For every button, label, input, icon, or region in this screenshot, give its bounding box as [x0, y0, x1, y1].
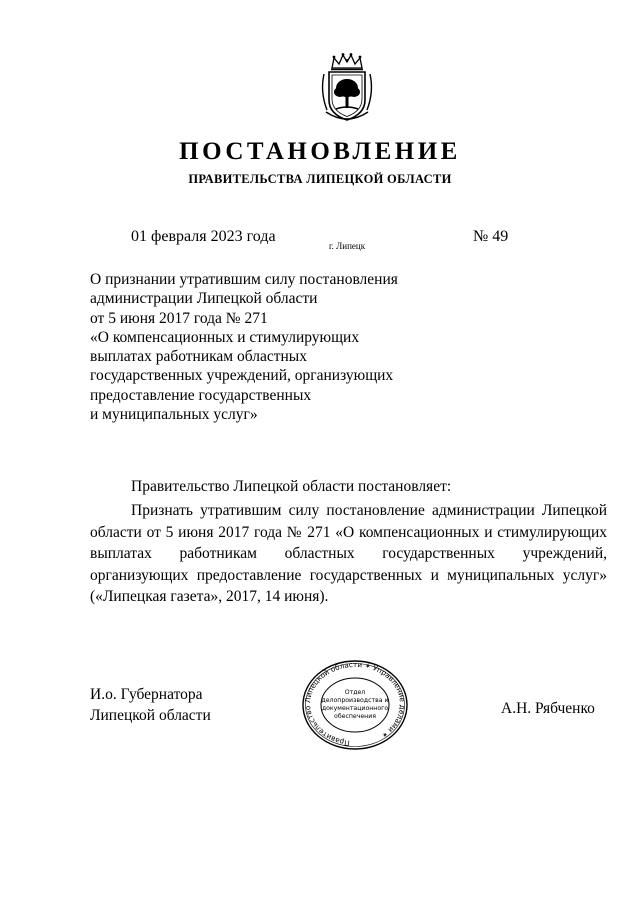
svg-text:обеспечения: обеспечения: [334, 713, 376, 720]
signatory-title-line: И.о. Губернатора: [90, 686, 203, 703]
heading-line: администрации Липецкой области: [90, 290, 318, 308]
document-heading: [90, 270, 420, 424]
official-stamp: [300, 658, 410, 753]
coat-of-arms-emblem: [318, 52, 376, 124]
heading-line: «О компенсационных и стимулирующих: [90, 328, 360, 346]
document-title: ПОСТАНОВЛЕНИЕ: [179, 138, 461, 165]
heading-line: от 5 июня 2017 года № 271: [90, 309, 268, 327]
heading-line: предоставление государственных: [90, 386, 312, 404]
svg-text:Правительство Липецкой области: Правительство Липецкой области ✶ Управление делами ✶: [302, 659, 408, 748]
document-city: г. Липецк: [329, 241, 366, 251]
heading-line: государственных учреждений, организующих: [90, 367, 394, 385]
svg-text:делопроизводства и: делопроизводства и: [321, 697, 389, 704]
heading-line: О признании утратившим силу постановления: [90, 271, 398, 288]
resolves-statement: Правительство Липецкой области постановляет:: [131, 478, 452, 495]
body-paragraph: Признать утратившим силу постановление администрации Липецкой области от 5 июня 2017 года № 271 «О компенсационных и стимулирующих выплатах работникам областных государственных учреждений, организующих предоставление государственных и муниципальных услуг» («Липецкая газета», 2017, 14 июня).: [90, 502, 607, 606]
document-subtitle: ПРАВИТЕЛЬСТВА ЛИПЕЦКОЙ ОБЛАСТИ: [188, 172, 452, 186]
heading-line: выплатах работникам областных: [90, 348, 307, 366]
svg-text:Отдел: Отдел: [344, 689, 366, 696]
document-number: № 49: [473, 228, 509, 245]
heading-line: и муниципальных услуг»: [90, 406, 258, 424]
signatory-name: А.Н. Рябченко: [501, 700, 595, 717]
signatory-title-line: Липецкой области: [90, 707, 211, 724]
svg-text:документационного: документационного: [321, 705, 389, 712]
signatory-title: [90, 684, 211, 726]
document-date: 01 февраля 2023 года: [131, 228, 276, 245]
